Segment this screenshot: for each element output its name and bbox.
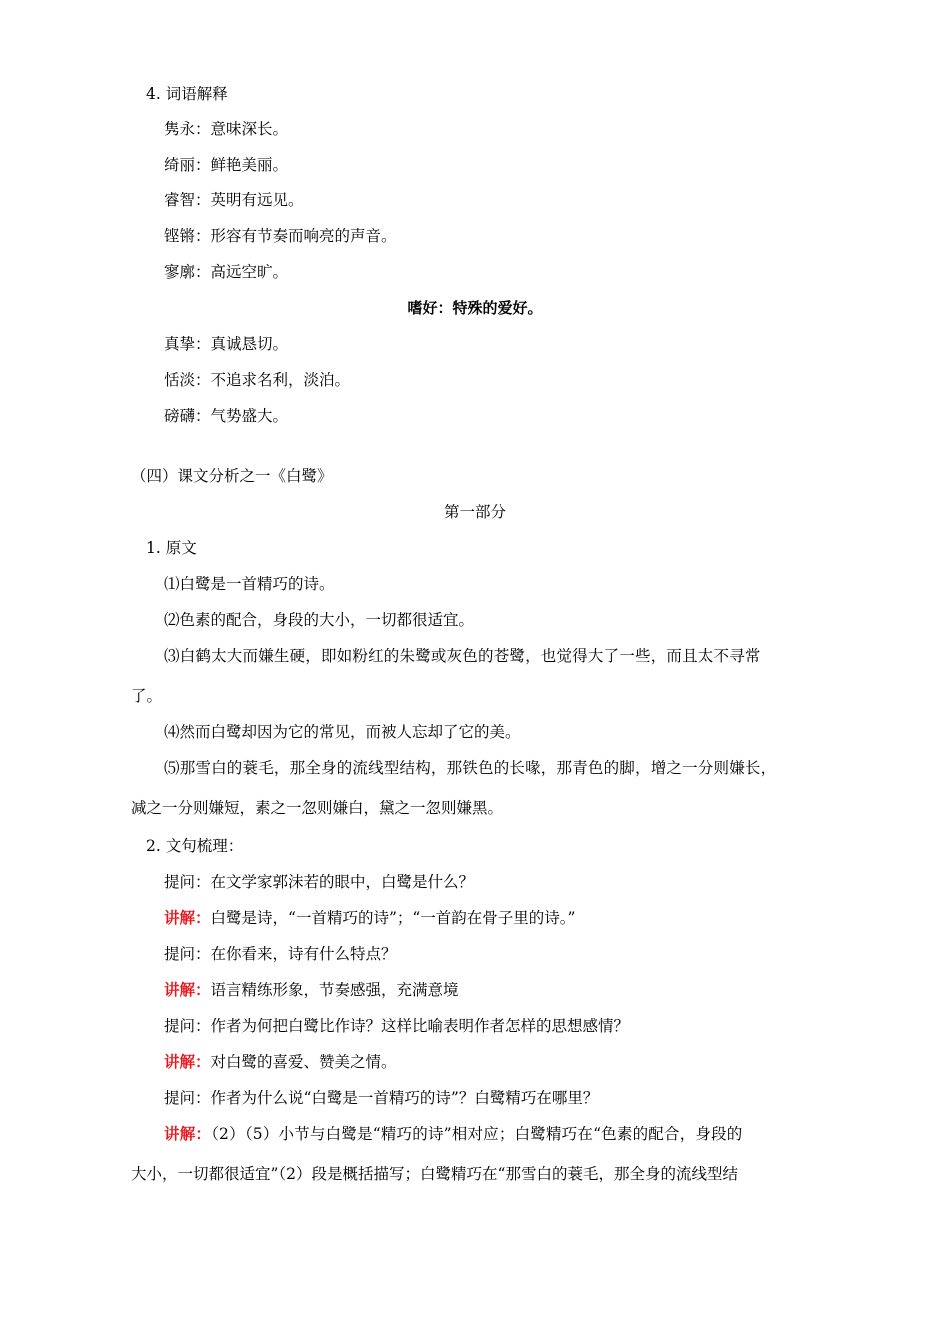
section-title: （四）课文分析之一《白鹭》 bbox=[131, 467, 333, 485]
answer-text: 白鹭是诗，“一首精巧的诗”；“一首韵在骨子里的诗。” bbox=[210, 909, 576, 927]
paragraph-3-line-2: 了。 bbox=[131, 687, 163, 705]
paragraph-5-line-2: 减之一分则嫌短，素之一忽则嫌白，黛之一忽则嫌黑。 bbox=[131, 799, 504, 817]
vocab-item: 睿智：英明有远见。 bbox=[164, 191, 304, 209]
original-heading: 1. 原文 bbox=[146, 539, 197, 557]
paragraph-3-line-1: ⑶白鹤太大而嫌生硬，即如粉红的朱鹭或灰色的苍鹭，也觉得大了一些，而且太不寻常 bbox=[164, 647, 761, 665]
part-title: 第一部分 bbox=[443, 503, 506, 521]
paragraph-4: ⑷然而白鹭却因为它的常见，而被人忘却了它的美。 bbox=[164, 723, 521, 741]
vocab-heading: 4. 词语解释 bbox=[146, 85, 228, 103]
vocab-item: 恬淡：不追求名利，淡泊。 bbox=[164, 371, 351, 389]
sorting-heading: 2. 文句梳理： bbox=[146, 837, 244, 855]
paragraph-5-line-1: ⑸那雪白的蓑毛，那全身的流线型结构，那铁色的长喙，那青色的脚，增之一分则嫌长， bbox=[164, 759, 777, 777]
vocab-item: 真挚：真诚恳切。 bbox=[164, 335, 289, 353]
question-2: 提问：在你看来，诗有什么特点？ bbox=[164, 945, 397, 963]
vocab-item: 隽永：意味深长。 bbox=[164, 120, 289, 138]
answer-label: 讲解： bbox=[164, 1125, 212, 1143]
vocab-item: 磅礴：气势盛大。 bbox=[164, 407, 289, 425]
answer-3 bbox=[164, 1052, 397, 1074]
paragraph-2: ⑵色素的配合，身段的大小，一切都很适宜。 bbox=[164, 611, 475, 629]
paragraph-1: ⑴白鹭是一首精巧的诗。 bbox=[164, 575, 335, 593]
vocab-item: 寥廓：高远空旷。 bbox=[164, 263, 289, 281]
answer-text: （2）（5）小节与白鹭是“精巧的诗”相对应；白鹭精巧在“色素的配合，身段的 bbox=[211, 1125, 743, 1143]
answer-text: 对白鹭的喜爱、赞美之情。 bbox=[210, 1053, 397, 1071]
question-1: 提问：在文学家郭沫若的眼中，白鹭是什么？ bbox=[164, 873, 475, 891]
question-4: 提问：作者为什么说“白鹭是一首精巧的诗”？白鹭精巧在哪里？ bbox=[164, 1089, 599, 1107]
answer-1 bbox=[164, 908, 575, 930]
vocab-item: 铿锵：形容有节奏而响亮的声音。 bbox=[164, 227, 397, 245]
answer-4-line-1 bbox=[164, 1124, 743, 1146]
vocab-item-emphasized: 嗜好：特殊的爱好。 bbox=[407, 299, 543, 317]
answer-label: 讲解： bbox=[164, 1053, 211, 1071]
question-3: 提问：作者为何把白鹭比作诗？这样比喻表明作者怎样的思想感情？ bbox=[164, 1017, 630, 1035]
answer-2 bbox=[164, 980, 459, 1002]
answer-text: 语言精练形象，节奏感强，充满意境 bbox=[210, 981, 459, 999]
answer-label: 讲解： bbox=[164, 909, 211, 927]
answer-label: 讲解： bbox=[164, 981, 211, 999]
vocab-item: 绮丽：鲜艳美丽。 bbox=[164, 156, 289, 174]
answer-4-line-2: 大小，一切都很适宜”（2）段是概括描写；白鹭精巧在“那雪白的蓑毛，那全身的流线型结 bbox=[131, 1165, 738, 1183]
